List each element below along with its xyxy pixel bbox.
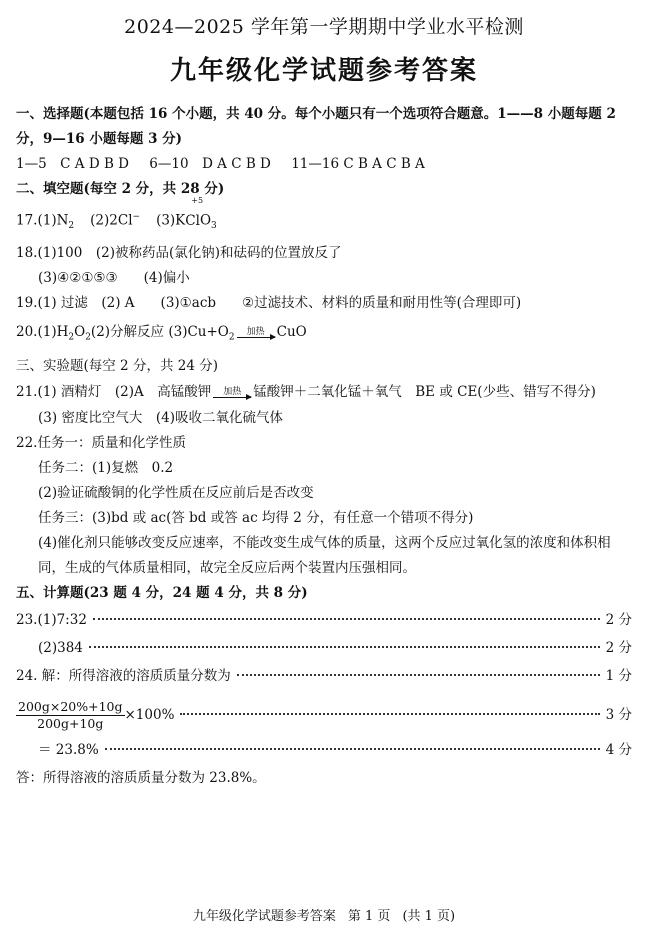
answers-6-10: 6—10 D A C B D [149, 156, 271, 172]
main-title: 九年级化学试题参考答案 [169, 56, 478, 86]
kclo3-formula: +5 Cl [185, 195, 204, 229]
answers-1-5: 1—5 C A D B D [16, 156, 129, 172]
q22-task2-part2: (2)验证硫酸铜的化学性质在反应前后是否改变 [38, 484, 314, 501]
section1-heading: 一、选择题(本题包括 16 个小题，共 40 分。每个小题只有一个选项符合题意。1——8 小题每题 2 分，9—16 小题每题 3 分) [16, 106, 616, 147]
q22-task2: 任务二：(1)复燃 0.2 [38, 459, 174, 476]
q18-line1: 18.(1)100 (2)被称药品(氯化钠)和砝码的位置放反了 [16, 245, 342, 262]
section1-answers [16, 152, 632, 177]
q21-line2: (3) 密度比空气大 (4)吸收二氧化硫气体 [38, 409, 284, 426]
fraction-row: $\frac{200g\times 20\%+10g}{200g+10g}$ ×100% 3 分 [18, 698, 632, 731]
score-row: 24. 解：所得溶液的溶质质量分数为 1 分 [16, 667, 632, 684]
heating-arrow: 加热 [213, 388, 251, 398]
q18-line2: (3)④②①⑤③ (4)偏小 [38, 270, 190, 287]
section2-heading: 二、填空题(每空 2 分，共 28 分) [16, 181, 225, 197]
page-footer: 九年级化学试题参考答案 第 1 页 (共 1 页) [192, 909, 456, 924]
q19-answer: 19.(1) 过滤 (2) A (3)①acb ②过滤技术、材料的质量和耐用性等(合理即可) [16, 295, 522, 312]
q22-task3: 任务三：(3)bd 或 ac(答 bd 或答 ac 均得 2 分，有任意一个错项不得分) [38, 509, 474, 526]
section5-heading: 五、计算题(23 题 4 分，24 题 4 分，共 8 分) [16, 584, 308, 601]
final-answer: 答：所得溶液的溶质质量分数为 23.8%。 [16, 769, 266, 786]
score-row: (2)384 2 分 [38, 639, 632, 656]
q20-answer: $20.(1)H_2O_2(2)$分解反应 $(3)Cu+O_2$ 加热 CuO [16, 324, 307, 343]
score-row: 23.(1)7:32 2 分 [16, 611, 632, 628]
q17-answer: $17.(1)N_2$ (2)2Cl− (3)K +5 ClO$_3$ [16, 202, 632, 241]
result-row: ＝ 23.8% 4 分 [38, 741, 632, 758]
exam-title: 2024—2025 学年第一学期期中学业水平检测 [124, 16, 524, 38]
fraction: $\frac{200g\times 20\%+10g}{200g+10g}$ [18, 698, 123, 731]
section3-heading: 三、实验题(每空 2 分，共 24 分) [16, 357, 218, 374]
q21-line1: 21.(1) 酒精灯 (2)A 高锰酸钾 加热 锰酸钾＋二氧化锰＋氧气 BE 或 CE(少些、错写不得分) [16, 383, 596, 400]
q22-task1: 22.任务一：质量和化学性质 [16, 434, 186, 451]
heating-arrow: 加热 [237, 328, 275, 338]
q22-task3-part4: (4)催化剂只能够改变反应速率，不能改变生成气体的质量，这两个反应过氧化氢的浓度和体积相同，生成的气体质量相同，故完全反应后两个装置内压强相同。 [38, 534, 611, 576]
answers-11-16: 11—16 C B A C B A [291, 156, 425, 172]
